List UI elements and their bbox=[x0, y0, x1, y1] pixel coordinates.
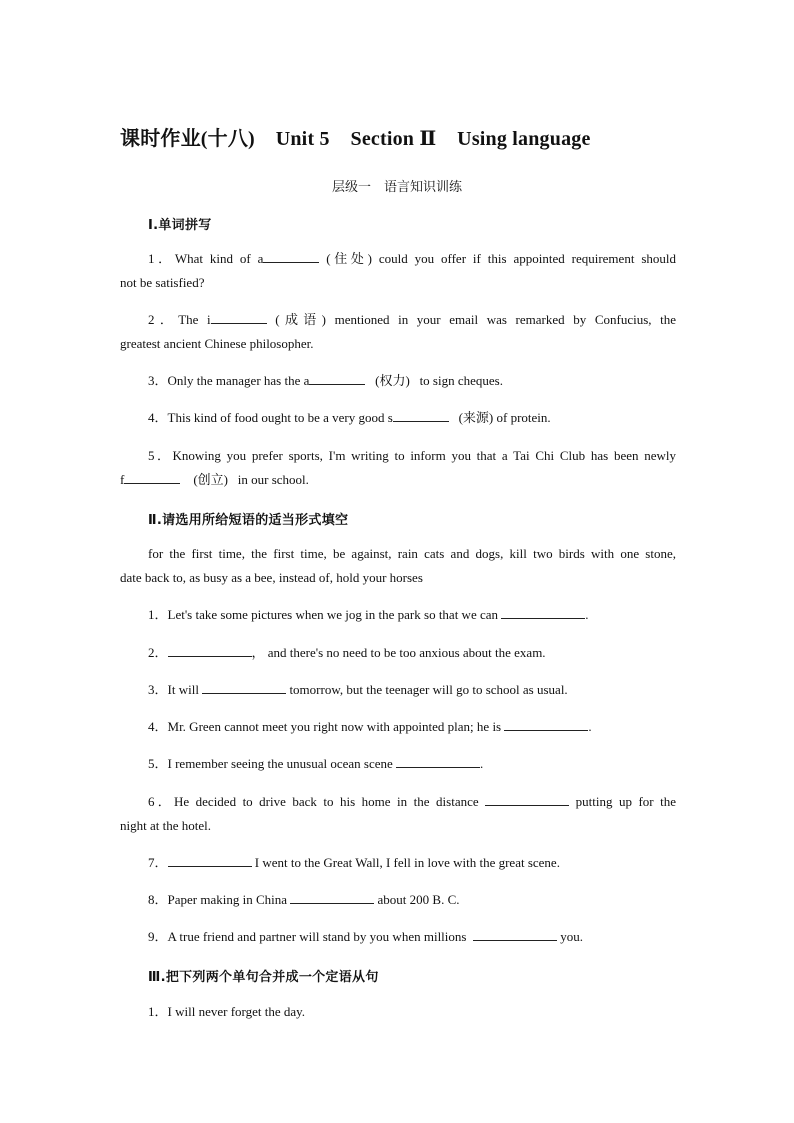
s3-question-1: 1．I will never forget the day. bbox=[148, 1004, 306, 1019]
answer-blank[interactable] bbox=[211, 309, 267, 324]
section-3-heading: Ⅲ.把下列两个单句合并成一个定语从句 bbox=[148, 970, 379, 985]
answer-blank[interactable] bbox=[396, 753, 480, 768]
s1-question-5: 5．Knowing you prefer sports, I'm writing to inform you that a Tai Chi Club has been newly bbox=[148, 448, 676, 463]
s2-question-9: 9．A true friend and partner will stand by you when millions you. bbox=[148, 925, 676, 949]
s2-question-7: 7． I went to the Great Wall, I fell in love with the great scene. bbox=[148, 851, 676, 875]
s1-question-1-cont: not be satisfied? bbox=[120, 275, 205, 290]
s1-question-3: 3．Only the manager has the a (权力) to sign cheques. bbox=[148, 369, 676, 393]
s2-question-2: 2． ， and there's no need to be too anxious about the exam. bbox=[148, 641, 676, 665]
answer-blank[interactable] bbox=[290, 889, 374, 904]
s1-question-5-cont: f (创立) in our school. bbox=[120, 468, 676, 492]
answer-blank[interactable] bbox=[485, 791, 569, 806]
s2-question-8: 8．Paper making in China about 200 B. C. bbox=[148, 888, 676, 912]
s1-question-2: 2．The i (成语) mentioned in your email was remarked by Confucius, the bbox=[148, 308, 676, 332]
s2-question-6: 6．He decided to drive back to his home in the distance putting up for the bbox=[148, 790, 676, 814]
answer-blank[interactable] bbox=[168, 852, 252, 867]
answer-blank[interactable] bbox=[263, 248, 319, 263]
answer-blank[interactable] bbox=[501, 604, 585, 619]
section-1-heading: Ⅰ.单词拼写 bbox=[148, 218, 212, 233]
s2-question-6-cont: night at the hotel. bbox=[120, 818, 211, 833]
phrase-bank-line-1: for the first time, the first time, be against, rain cats and dogs, kill two birds with one stone, bbox=[148, 546, 676, 561]
s1-question-4: 4．This kind of food ought to be a very good s (来源) of protein. bbox=[148, 406, 676, 430]
answer-blank[interactable] bbox=[168, 642, 252, 657]
s2-question-5: 5．I remember seeing the unusual ocean scene . bbox=[148, 752, 676, 776]
page-subtitle: 层级一 语言知识训练 bbox=[331, 179, 462, 194]
s2-question-1: 1．Let's take some pictures when we jog in the park so that we can . bbox=[148, 603, 676, 627]
section-2-heading: Ⅱ.请选用所给短语的适当形式填空 bbox=[148, 513, 349, 528]
s1-question-1: 1．What kind of a (住处) could you offer if this appointed requirement should bbox=[148, 247, 676, 271]
s2-question-4: 4．Mr. Green cannot meet you right now with appointed plan; he is . bbox=[148, 715, 676, 739]
answer-blank[interactable] bbox=[124, 469, 180, 484]
answer-blank[interactable] bbox=[309, 370, 365, 385]
answer-blank[interactable] bbox=[202, 679, 286, 694]
answer-blank[interactable] bbox=[504, 716, 588, 731]
phrase-bank-line-2: date back to, as busy as a bee, instead of, hold your horses bbox=[120, 570, 423, 585]
page-title: 课时作业(十八) Unit 5 Section Ⅱ Using language bbox=[120, 128, 591, 150]
s1-question-2-cont: greatest ancient Chinese philosopher. bbox=[120, 336, 314, 351]
answer-blank[interactable] bbox=[393, 407, 449, 422]
s2-question-3: 3．It will tomorrow, but the teenager will go to school as usual. bbox=[148, 678, 676, 702]
answer-blank[interactable] bbox=[473, 926, 557, 941]
